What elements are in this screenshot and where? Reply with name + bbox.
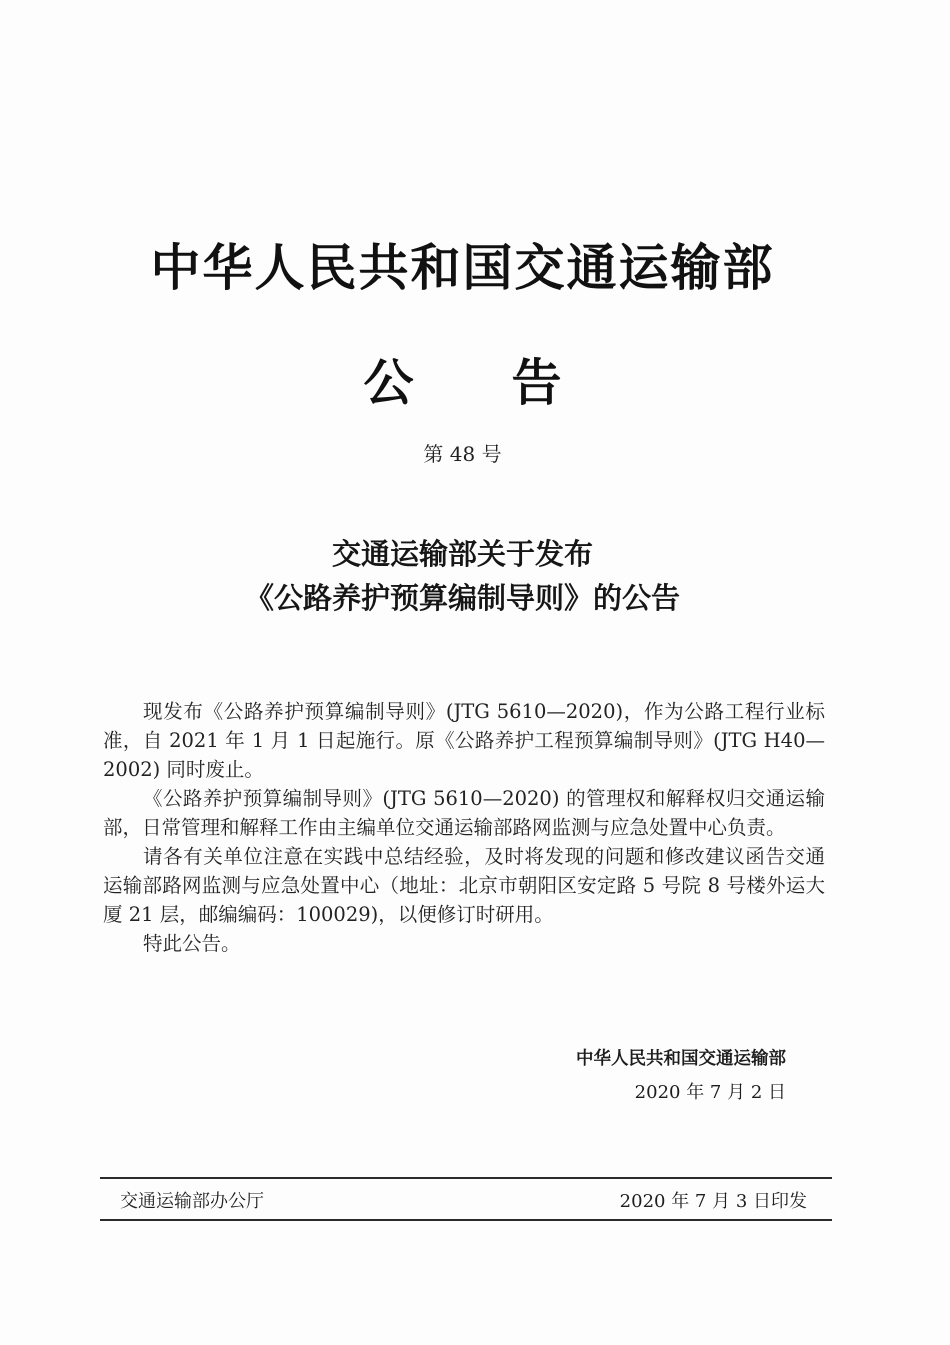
agency-title: 中华人民共和国交通运输部 [150,239,775,297]
footer-divider-top [100,1177,832,1179]
notice-title-char-1: 公 [363,354,414,412]
body-paragraph-2: 《公路养护预算编制导则》(JTG 5610—2020) 的管理权和解释权归交通运输部，日常管理和解释工作由主编单位交通运输部路网监测与应急处置中心负责。 [103,787,825,839]
signature-org: 中华人民共和国交通运输部 [576,1049,786,1069]
signature-date: 2020 年 7 月 2 日 [634,1082,786,1103]
document-heading-line-2: 《公路养护预算编制导则》的公告 [244,581,680,615]
document-heading-line-1: 交通运输部关于发布 [331,537,593,571]
notice-body [103,697,825,958]
notice-title-char-2: 告 [511,354,562,412]
footer-print-date: 2020 年 7 月 3 日印发 [619,1191,807,1212]
notice-title [0,343,925,415]
body-paragraph-1: 现发布《公路养护预算编制导则》(JTG 5610—2020)，作为公路工程行业标准，自 2021 年 1 月 1 日起施行。原《公路养护工程预算编制导则》(JTG H40—2002) 同时废止。 [103,700,825,781]
signature-block [520,1045,786,1104]
footer-divider-bottom [100,1219,832,1221]
body-paragraph-4: 特此公告。 [143,932,241,955]
notice-number: 第 48 号 [423,442,502,466]
body-paragraph-3: 请各有关单位注意在实践中总结经验，及时将发现的问题和修改建议函告交通运输部路网监测与应急处置中心（地址：北京市朝阳区安定路 5 号院 8 号楼外运大厦 21 层，邮编编码：100029)，以便修订时研用。 [103,845,825,926]
footer-issuer: 交通运输部办公厅 [120,1191,264,1212]
